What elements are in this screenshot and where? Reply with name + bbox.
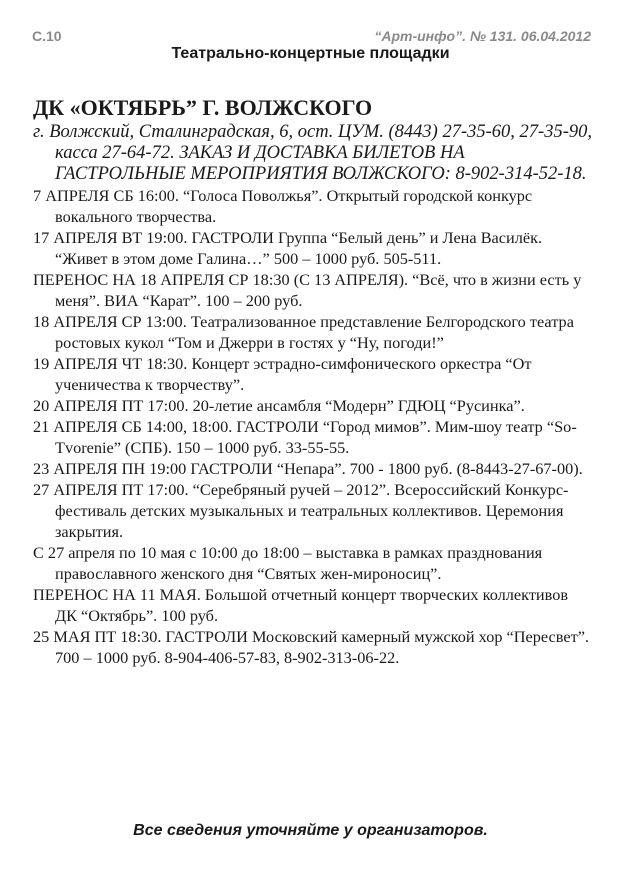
event-item: 7 АПРЕЛЯ СБ 16:00. “Голоса Поволжья”. Открытый городской конкурс вокального творчества. [33,186,533,226]
venue-title: ДК «ОКТЯБРЬ” Г. ВОЛЖСКОГО [33,95,373,120]
event-item: 25 МАЯ ПТ 18:30. ГАСТРОЛИ Московский камерный мужской хор “Пересвет”. 700 – 1000 руб. 8-904-406-57-83, 8-902-313-06-22. [33,627,589,667]
event-item: 17 АПРЕЛЯ ВТ 19:00. ГАСТРОЛИ Группа “Белый день” и Лена Василёк. “Живет в этом доме Галина…” 500 – 1000 руб. 505-511. [33,228,543,268]
section-title: Театрально-концертные площадки [171,45,450,62]
page-number: С.10 [32,28,62,44]
event-item: 19 АПРЕЛЯ ЧТ 18:30. Концерт эстрадно-симфонического оркестра “От ученичества к творчеству”. [33,354,532,394]
venue-address: г. Волжский, Сталинградская, 6, ост. ЦУМ. (8443) 27-35-60, 27-35-90, касса 27-64-72. ЗАКАЗ И ДОСТАВКА БИЛЕТОВ НА ГАСТРОЛЬНЫЕ МЕРОПРИЯТИЯ ВОЛЖСКОГО: 8-902-314-52-18. [33,122,592,184]
event-item: ПЕРЕНОС НА 11 МАЯ. Большой отчетный концерт творческих коллективов ДК “Октябрь”. 100 руб. [33,585,569,625]
event-item: 21 АПРЕЛЯ СБ 14:00, 18:00. ГАСТРОЛИ “Город мимов”. Мим-шоу театр “So-Tvorenie” (СПБ). 150 – 1000 руб. 33-55-55. [33,417,577,457]
event-item: 18 АПРЕЛЯ СР 13:00. Театрализованное представление Белгородского театра ростовых кукол “Том и Джерри в гостях у “Ну, погоди!” [33,312,574,352]
event-item: 23 АПРЕЛЯ ПН 19:00 ГАСТРОЛИ “Непара”. 700 - 1800 руб. (8-8443-27-67-00). [33,459,583,478]
event-item: 20 АПРЕЛЯ ПТ 17:00. 20-летие ансамбля “Модерн” ГДЮЦ “Русинка”. [33,396,525,415]
venue-listing [33,96,593,668]
event-item: С 27 апреля по 10 мая с 10:00 до 18:00 – выставка в рамках празднования православного женского дня “Святых жен-мироносиц”. [33,543,543,583]
event-list [33,185,593,668]
footer-note: Все сведения уточняйте у организаторов. [133,822,488,839]
event-item: ПЕРЕНОС НА 18 АПРЕЛЯ СР 18:30 (С 13 АПРЕЛЯ). “Всё, что в жизни есть у меня”. ВИА “Карат”. 100 – 200 руб. [33,270,582,310]
event-item: 27 АПРЕЛЯ ПТ 17:00. “Серебряный ручей – 2012”. Всероссийский Конкурс-фестиваль детских музыкальных и театральных коллективов. Церемония закрытия. [33,480,569,541]
issue-info: “Арт-инфо”. № 131. 06.04.2012 [374,28,591,44]
